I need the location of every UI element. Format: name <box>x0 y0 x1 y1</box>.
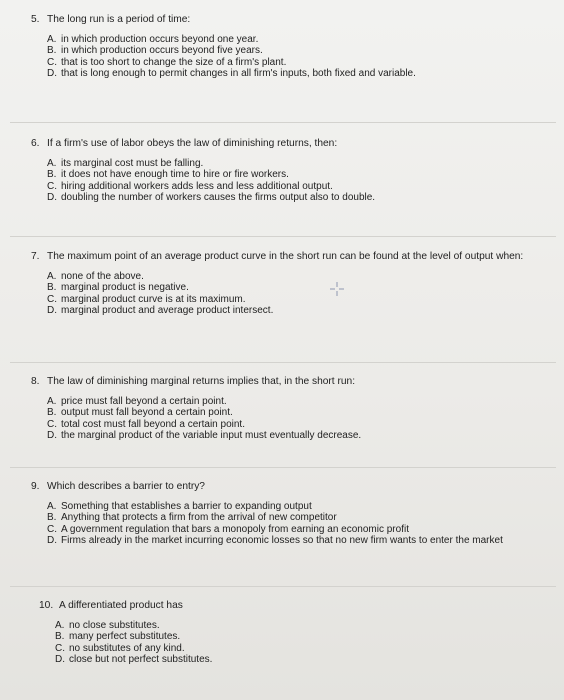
option-d[interactable]: D. Firms already in the market incurring economic losses so that no new firm wants to enter the market <box>47 535 503 547</box>
option-a[interactable]: A. in which production occurs beyond one year. <box>47 34 259 45</box>
question-text: Which describes a barrier to entry? <box>47 481 205 492</box>
option-list <box>47 501 517 547</box>
question-text: If a firm's use of labor obeys the law of diminishing returns, then: <box>47 138 338 149</box>
question-stem <box>31 376 361 388</box>
question-text: A differentiated product has <box>59 600 183 611</box>
question-text: The maximum point of an average product curve in the short run can be found at the level of output when: <box>47 251 524 262</box>
option-c[interactable]: C. marginal product curve is at its maximum. <box>47 293 246 305</box>
option-c[interactable]: C. no substitutes of any kind. <box>55 642 185 654</box>
question-6 <box>31 138 375 204</box>
option-a[interactable]: A. Something that establishes a barrier to expanding output <box>47 501 312 512</box>
option-list <box>47 34 416 80</box>
question-stem <box>39 600 212 612</box>
question-stem <box>31 14 416 26</box>
question-stem <box>31 251 557 263</box>
question-stem <box>31 138 375 150</box>
option-d[interactable]: D. that is long enough to permit changes in all firm's inputs, both fixed and variable. <box>47 68 416 80</box>
option-a[interactable]: A. price must fall beyond a certain point. <box>47 396 227 407</box>
question-number: 10. <box>39 600 54 611</box>
question-stem <box>31 481 517 493</box>
question-text: The law of diminishing marginal returns implies that, in the short run: <box>47 376 356 387</box>
question-5 <box>31 14 416 80</box>
question-number: 6. <box>31 138 40 149</box>
question-9 <box>31 481 517 547</box>
question-number: 9. <box>31 481 40 492</box>
crosshair-cursor-icon <box>330 282 344 296</box>
option-a[interactable]: A. its marginal cost must be falling. <box>47 158 204 169</box>
question-10 <box>39 600 212 666</box>
divider <box>10 236 556 237</box>
option-list <box>47 271 557 317</box>
question-number: 8. <box>31 376 40 387</box>
option-b[interactable]: B. in which production occurs beyond five years. <box>47 45 263 57</box>
divider <box>10 362 556 363</box>
question-number: 5. <box>31 14 40 25</box>
option-b[interactable]: B. marginal product is negative. <box>47 282 189 294</box>
option-b[interactable]: B. many perfect substitutes. <box>55 631 181 643</box>
question-number: 7. <box>31 251 40 262</box>
divider <box>10 122 556 123</box>
option-b[interactable]: B. output must fall beyond a certain point. <box>47 407 233 419</box>
divider <box>10 586 556 587</box>
option-c[interactable]: C. A government regulation that bars a monopoly from earning an economic profit <box>47 523 409 535</box>
option-list <box>47 396 361 442</box>
option-c[interactable]: C. total cost must fall beyond a certain point. <box>47 418 245 430</box>
option-list <box>47 158 375 204</box>
option-d[interactable]: D. marginal product and average product intersect. <box>47 305 274 317</box>
option-b[interactable]: B. Anything that protects a firm from the arrival of new competitor <box>47 512 337 524</box>
question-8 <box>31 376 361 442</box>
option-d[interactable]: D. the marginal product of the variable input must eventually decrease. <box>47 430 362 442</box>
option-d[interactable]: D. close but not perfect substitutes. <box>55 654 213 666</box>
option-list <box>55 620 212 666</box>
option-c[interactable]: C. that is too short to change the size of a firm's plant. <box>47 56 287 68</box>
option-d[interactable]: D. doubling the number of workers causes the firms output also to double. <box>47 192 376 204</box>
option-b[interactable]: B. it does not have enough time to hire or fire workers. <box>47 169 289 181</box>
divider <box>10 467 556 468</box>
option-c[interactable]: C. hiring additional workers adds less and less additional output. <box>47 180 333 192</box>
option-a[interactable]: A. no close substitutes. <box>55 620 160 631</box>
question-text: The long run is a period of time: <box>47 14 191 25</box>
option-a[interactable]: A. none of the above. <box>47 271 144 282</box>
question-7 <box>31 251 557 317</box>
